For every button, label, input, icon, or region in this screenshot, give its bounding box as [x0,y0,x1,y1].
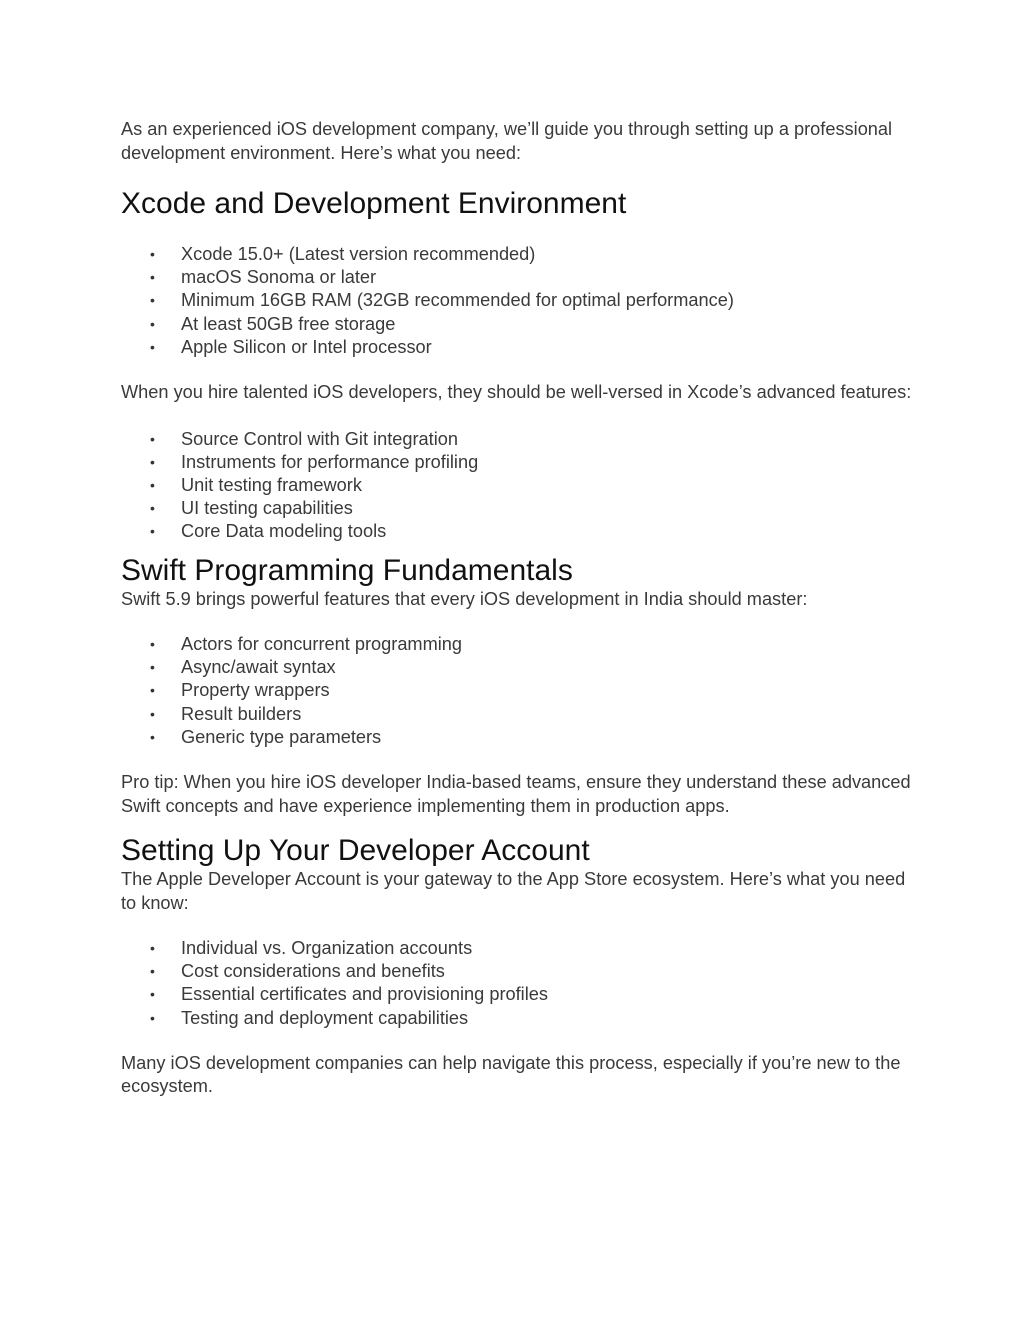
list-item: • Instruments for performance profiling [121,451,921,474]
bullet-icon: • [150,659,155,676]
section-heading-xcode: Xcode and Development Environment [121,187,627,220]
bullet-icon: • [150,963,155,980]
list-item: • Minimum 16GB RAM (32GB recommended for optimal performance) [121,289,921,312]
bullet-icon: • [150,292,155,309]
bullet-icon: • [150,269,155,286]
list-item: • Core Data modeling tools [121,520,921,543]
bullet-icon: • [150,636,155,653]
intro-paragraph: As an experienced iOS development company, we’ll guide you through setting up a professional development environment. Here’s what you need: [121,119,893,163]
list-item: • Essential certificates and provisioning profiles [121,983,921,1006]
bullet-icon: • [150,476,155,493]
pro-tip-paragraph: Pro tip: When you hire iOS developer India-based teams, ensure they understand these advanced Swift concepts and have experience implementing them in production apps. [121,772,911,816]
bullet-icon: • [150,315,155,332]
list-item: • Async/await syntax [121,656,921,679]
bullet-icon: • [150,682,155,699]
xcode-features-paragraph: When you hire talented iOS developers, they should be well-versed in Xcode’s advanced features: [121,382,912,403]
list-item: • Apple Silicon or Intel processor [121,336,921,359]
list-item: • Xcode 15.0+ (Latest version recommended) [121,243,921,266]
bullet-icon: • [150,523,155,540]
bullet-icon: • [150,705,155,722]
list-item: • Source Control with Git integration [121,428,921,451]
account-intro-paragraph: The Apple Developer Account is your gateway to the App Store ecosystem. Here’s what you need to know: [121,869,906,913]
section-heading-developer-account: Setting Up Your Developer Account [121,834,590,868]
bullet-icon: • [150,338,155,355]
list-item: • Result builders [121,703,921,726]
list-item: • Unit testing framework [121,474,921,497]
bullet-icon: • [150,986,155,1003]
swift-features-list [121,633,921,749]
bullet-icon: • [150,453,155,470]
closing-paragraph: Many iOS development companies can help navigate this process, especially if you’re new to the ecosystem. [121,1052,901,1097]
account-topics-list [121,937,921,1030]
list-item: • Cost considerations and benefits [121,960,921,983]
swift-intro-paragraph: Swift 5.9 brings powerful features that every iOS development in India should master: [121,588,808,609]
bullet-icon: • [150,1009,155,1026]
list-item: • UI testing capabilities [121,497,921,520]
xcode-features-list [121,428,921,544]
list-item: • Generic type parameters [121,726,921,749]
bullet-icon: • [150,246,155,262]
list-item: • Individual vs. Organization accounts [121,937,921,960]
list-item: • Property wrappers [121,679,921,702]
section-heading-swift: Swift Programming Fundamentals [121,553,573,587]
document-page [121,118,921,1099]
list-item: • At least 50GB free storage [121,313,921,336]
list-item: • Actors for concurrent programming [121,633,921,656]
bullet-icon: • [150,500,155,517]
bullet-icon: • [150,430,155,447]
bullet-icon: • [150,940,155,957]
list-item: • Testing and deployment capabilities [121,1007,921,1030]
xcode-requirements-list [121,243,921,359]
bullet-icon: • [150,728,155,745]
list-item: • macOS Sonoma or later [121,266,921,289]
